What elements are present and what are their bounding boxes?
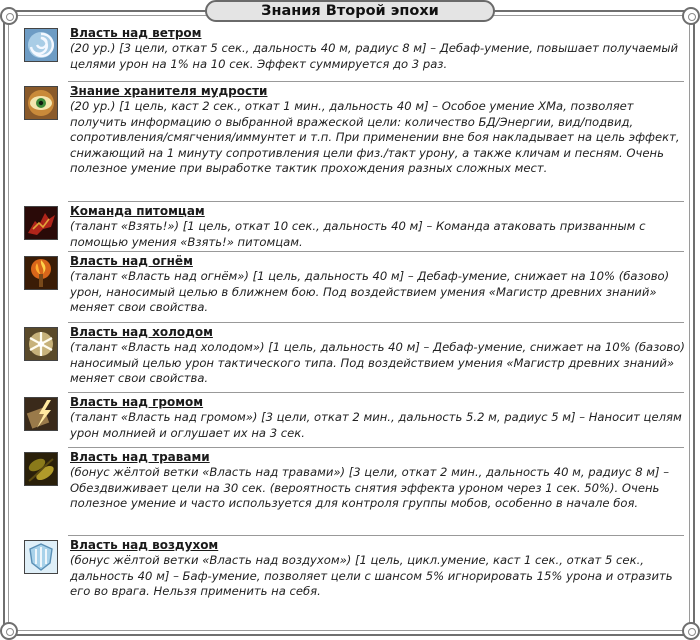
skill-name: Власть над травами xyxy=(70,450,210,464)
page-title: Знания Второй эпохи xyxy=(205,0,495,22)
skill-name: Власть над воздухом xyxy=(70,538,219,552)
wind-swirl-icon xyxy=(24,28,58,62)
frost-icon xyxy=(24,327,58,361)
divider xyxy=(68,322,684,323)
divider xyxy=(68,447,684,448)
divider xyxy=(68,392,684,393)
skill-name: Команда питомцам xyxy=(70,204,205,218)
corner-ornament xyxy=(682,622,700,640)
skill-name: Власть над холодом xyxy=(70,325,213,339)
skill-description: (талант «Власть над громом») [3 цели, откат 2 мин., дальность 5.2 м, радиус 5 м] – Наносит целям урон молнией и оглушает их на 3 сек. xyxy=(70,410,682,440)
air-shield-icon xyxy=(24,540,58,574)
skill-name: Знание хранителя мудрости xyxy=(70,84,268,98)
pet-command-icon xyxy=(24,206,58,240)
skill-description: (бонус жёлтой ветки «Власть над воздухом») [1 цель, цикл.умение, каст 1 сек., откат 5 сек., дальность 40 м] – Баф-умение, позволяет цели с шансом 5% игнорировать 15% урона и отразить его во врага. Нельзя применить на себя. xyxy=(70,553,673,599)
fire-torch-icon xyxy=(24,256,58,290)
skill-description: (талант «Взять!») [1 цель, откат 10 сек., дальность 40 м] – Команда атаковать призванным с помощью умения «Взять!» питомцам. xyxy=(70,219,646,249)
eye-icon xyxy=(24,86,58,120)
skill-description: (20 ур.) [1 цель, каст 2 сек., откат 1 мин., дальность 40 м] – Особое умение ХМа, позволяет получить информацию о выбранной вражеской цели: количество БД/Энергии, вид/подвид, сопротивления/смягчения/иммунтет и т.п. При применении вне боя накладывает на цель эффект, снижающий на 1 минуту сопротивления цели физ./такт урону, а также кличам и песням. Очень полезное умение при выработке тактик прохождения разных сложных мест. xyxy=(70,99,680,176)
skill-description: (талант «Власть над холодом») [1 цель, дальность 40 м] – Дебаф-умение, снижает на 10% (базово) наносимый целью урон тактического типа. Под воздействием умения «Магистр древних знаний» меняет свои свойства. xyxy=(70,340,685,386)
skill-name: Власть над ветром xyxy=(70,26,202,40)
skill-description: (20 ур.) [3 цели, откат 5 сек., дальность 40 м, радиус 8 м] – Дебаф-умение, повышает получаемый целями урон на 1% на 10 сек. Эффект суммируется до 3 раз. xyxy=(70,41,679,71)
corner-ornament xyxy=(0,7,18,25)
skill-description: (бонус жёлтой ветки «Власть над травами») [3 цели, откат 2 мин., дальность 40 м, радиус 8 м] – Обездвиживает цели на 30 сек. (вероятность снятия эффекта уроном через 1 сек. 50%). Очень полезное умение и часто используется для контроля группы мобов, особенно в начале боя. xyxy=(70,465,670,511)
herbs-icon xyxy=(24,452,58,486)
corner-ornament xyxy=(0,622,18,640)
skill-name: Власть над громом xyxy=(70,395,204,409)
skill-description: (талант «Власть над огнём») [1 цель, дальность 40 м] – Дебаф-умение, снижает на 10% (базово) урон, наносимый целью в ближнем бою. Под воздействием умения «Магистр древних знаний» меняет свои свойства. xyxy=(70,269,670,315)
divider xyxy=(68,201,684,202)
corner-ornament xyxy=(682,7,700,25)
thunder-icon xyxy=(24,397,58,431)
divider xyxy=(68,251,684,252)
divider xyxy=(68,535,684,536)
skill-name: Власть над огнём xyxy=(70,254,193,268)
divider xyxy=(68,81,684,82)
